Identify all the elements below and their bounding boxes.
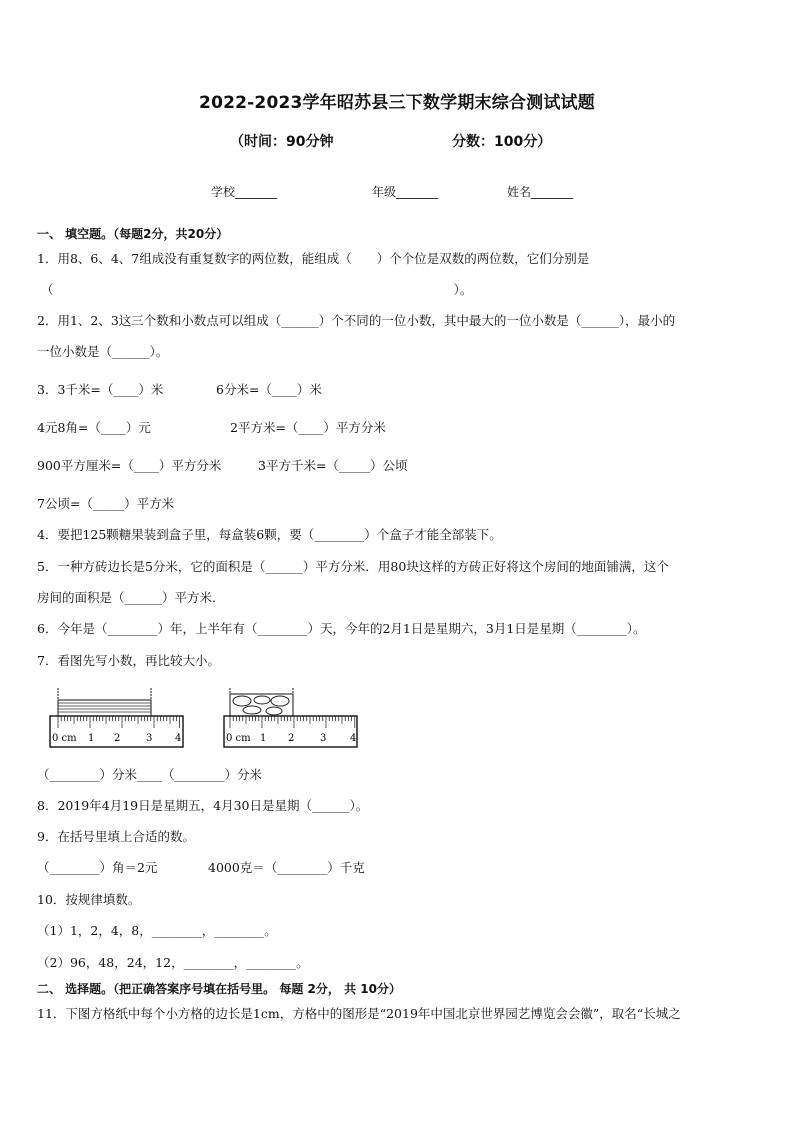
exam-time: （时间：90分钟: [230, 134, 334, 150]
ruler-1-label-1: 1: [88, 733, 95, 744]
ruler-1-label-4: 4: [175, 733, 182, 744]
section-2-heading: 二、 选择题。（把正确答案序号填在括号里。 每题 2分， 共 10分）: [37, 982, 401, 996]
question-9: 9．在括号里填上合适的数。: [37, 829, 195, 844]
question-1-line-2: （ ）。: [41, 282, 473, 297]
question-6: 6．今年是（________）年，上半年有（________）天，今年的2月1日是星期六，3月1日是星期（________）。: [37, 621, 646, 636]
ruler-figure-2: [222, 684, 362, 754]
grade-field: 年级_______: [372, 185, 439, 199]
question-3-item-1: 3．3千米=（____）米: [37, 382, 164, 397]
school-field: 学校_______: [211, 185, 278, 199]
ruler-figure-1: [48, 684, 188, 754]
question-3-item-4: 2平方米=（____）平方分米: [230, 420, 386, 435]
question-10: 10．按规律填数。: [37, 892, 141, 907]
question-1-line-1: 1．用8、6、4、7组成没有重复数字的两位数，能组成（ ）个个位是双数的两位数，它们分别是: [37, 251, 590, 266]
question-9-item-1: （________）角＝2元: [37, 860, 158, 875]
name-field: 姓名_______: [507, 185, 574, 199]
ruler-1-label-0: 0 cm: [52, 733, 77, 744]
strip-2: [230, 694, 293, 716]
question-7-answer: （________）分米____（________）分米: [37, 767, 263, 782]
strip-1: [58, 700, 151, 716]
question-10-item-2: （2）96，48，24，12，________，________。: [37, 955, 309, 970]
ruler-2-label-1: 1: [260, 733, 267, 744]
ruler-2-label-2: 2: [288, 733, 295, 744]
question-2-line-2: 一位小数是（______）。: [37, 344, 169, 359]
question-7: 7．看图先写小数，再比较大小。: [37, 653, 220, 668]
question-3-item-6: 3平方千米=（_____）公顷: [258, 458, 408, 473]
question-11: 11．下图方格纸中每个小方格的边长是1cm，方格中的图形是“2019年中国北京世界园艺博览会会徽”，取名“长城之: [37, 1006, 681, 1021]
question-8: 8．2019年4月19日是星期五，4月30日是星期（______）。: [37, 798, 369, 813]
question-10-item-1: （1）1，2，4，8，________，________。: [37, 923, 277, 938]
section-1-heading: 一、 填空题。（每题2分，共20分）: [37, 227, 229, 241]
question-3-item-3: 4元8角=（____）元: [37, 420, 151, 435]
ruler-1-svg: [48, 684, 188, 750]
ruler-1-label-3: 3: [146, 733, 153, 744]
question-3-item-2: 6分米=（____）米: [216, 382, 322, 397]
ruler-2-label-0: 0 cm: [226, 733, 251, 744]
ruler-2-label-3: 3: [320, 733, 327, 744]
ruler-2-label-4: 4: [350, 733, 357, 744]
question-3-item-5: 900平方厘米=（____）平方分米: [37, 458, 222, 473]
question-5-line-2: 房间的面积是（______）平方米．: [37, 590, 225, 605]
question-2-line-1: 2．用1、2、3这三个数和小数点可以组成（______）个不同的一位小数，其中最大的一位小数是（______），最小的: [37, 313, 676, 328]
question-9-item-2: 4000克＝（________）千克: [208, 860, 365, 875]
ruler-1-label-2: 2: [114, 733, 121, 744]
question-3-item-7: 7公顷=（_____）平方米: [37, 496, 175, 511]
question-4: 4．要把125颗糖果装到盒子里，每盒装6颗，要（________）个盒子才能全部装下。: [37, 527, 502, 542]
page-title: 2022-2023学年昭苏县三下数学期末综合测试试题: [199, 93, 595, 113]
question-5-line-1: 5．一种方砖边长是5分米，它的面积是（______）平方分米．用80块这样的方砖正好将这个房间的地面铺满，这个: [37, 559, 669, 574]
ruler-2-svg: [222, 684, 362, 750]
exam-score: 分数：100分）: [452, 134, 552, 150]
